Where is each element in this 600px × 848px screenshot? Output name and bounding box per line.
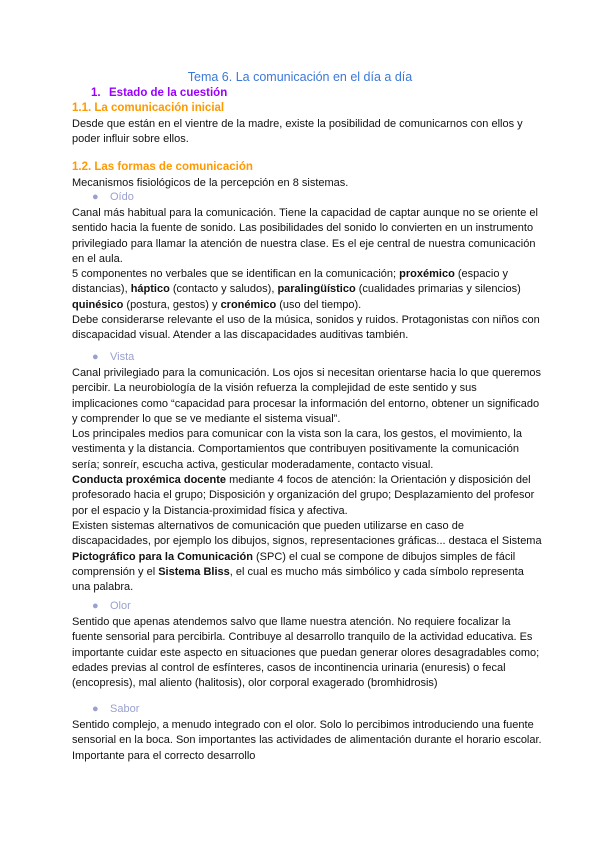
term-proxemico: proxémico xyxy=(399,268,455,281)
bullet-label: Olor xyxy=(110,600,131,612)
subsection-heading-1-1: 1.1. La comunicación inicial xyxy=(72,102,225,114)
vista-paragraph-1: Canal privilegiado para la comunicación. Los ojos si necesitan orientarse hacia lo que queremos percibir. La neurobiología de la visión refuerza la complejidad de este sentido y sus implicaciones como “capacidad para procesar la información del entorno, obtener un significado y comprender lo que se ve mediante el sistema visual”. xyxy=(72,367,541,425)
bullet-dot-icon: ● xyxy=(92,351,99,363)
bullet-dot-icon: ● xyxy=(92,191,99,203)
text-run: Existen sistemas alternativos de comunicación que pueden utilizarse en caso de discapacidades, por ejemplo los dibujos, signos, representaciones gráficas... destaca el Sistema xyxy=(72,519,542,548)
bullet-sabor xyxy=(92,703,139,715)
bullet-oido xyxy=(92,191,134,203)
bullet-olor xyxy=(92,600,131,612)
bullet-label: Sabor xyxy=(110,703,140,715)
text-run: (uso del tiempo). xyxy=(276,298,362,311)
text-run: (postura, gestos) y xyxy=(123,298,221,311)
term-sistema-bliss: Sistema Bliss xyxy=(158,565,230,578)
vista-content xyxy=(72,366,542,595)
term-spc: Pictográfico para la Comunicación xyxy=(72,550,253,563)
text-run: , el cual es mucho más simbólico y cada símbolo representa una palabra. xyxy=(72,565,524,594)
vista-paragraph-4 xyxy=(72,519,542,595)
oido-content xyxy=(72,206,542,344)
bullet-dot-icon: ● xyxy=(92,600,99,612)
text-run: (cualidades primarias y silencios) xyxy=(355,283,521,296)
term-conducta-proxemica: Conducta proxémica docente xyxy=(72,474,227,487)
term-cronemico: cronémico xyxy=(220,298,277,311)
section-label: Estado de la cuestión xyxy=(109,87,228,99)
text-run: (espacio y distancias), xyxy=(72,268,508,296)
paragraph-text: Desde que están en el vientre de la madre, existe la posibilidad de comunicarnos con ellos y poder influir sobre ellos. xyxy=(72,118,523,146)
bullet-label: Oído xyxy=(110,191,134,203)
bullet-label: Vista xyxy=(110,351,135,363)
oido-paragraph-2 xyxy=(72,267,542,313)
text-run: (SPC) el cual se compone de dibujos simples de fácil comprensión y el xyxy=(72,550,516,578)
paragraph-text: Mecanismos fisiológicos de la percepción en 8 sistemas. xyxy=(72,177,349,189)
oido-paragraph-1: Canal más habitual para la comunicación. Tiene la capacidad de captar aunque no se oriente el sentido hacia la fuente de sonido. Las posibilidades del sonido lo convierten en un instrumento privilegiado para llamar la atención de nuestra clase. Es el eje central de nuestra comunicación en el aula. xyxy=(72,207,538,265)
paragraph-formas-intro xyxy=(72,176,542,191)
text-run: (contacto y saludos), xyxy=(169,283,278,296)
term-haptico: háptico xyxy=(130,283,170,296)
olor-paragraph-1: Sentido que apenas atendemos salvo que llame nuestra atención. No requiere focalizar la fuente sensorial para percibirla. Contribuye al desarrollo tranquilo de la actividad educativa. Es importante cuidar este aspecto en situaciones que puedan generar olores desagradables como; edades previas al control de esfínteres, casos de incontinencia urinaria (enuresis) o fecal (encopresis), mal aliento (halitosis), olor corporal exagerado (bromhidrosis) xyxy=(72,616,540,690)
bullet-dot-icon: ● xyxy=(92,703,99,715)
subsection-heading-1-2: 1.2. Las formas de comunicación xyxy=(72,161,253,173)
paragraph-comunicacion-inicial xyxy=(72,117,542,148)
text-run: 5 componentes no verbales que se identifican en la comunicación; xyxy=(72,268,400,281)
oido-paragraph-3: Debe considerarse relevante el uso de la música, sonidos y ruidos. Protagonistas con niños con discapacidad visual. Atender a las discapacidades auditivas también. xyxy=(72,314,540,342)
vista-paragraph-3 xyxy=(72,473,542,519)
text-run: mediante 4 focos de atención: la Orientación y disposición del profesorado hacia el grupo; Disposición y organización del grupo; Desplazamiento del profesor por el espacio y la Distancia-proximidad física y afectiva. xyxy=(72,474,535,517)
term-paralinguistico: paralingüístico xyxy=(277,283,356,296)
page-title: Tema 6. La comunicación en el día a día xyxy=(187,70,413,84)
sabor-content xyxy=(72,718,542,764)
sabor-paragraph-1: Sentido complejo, a menudo integrado con el olor. Solo lo percibimos introduciendo una fuente sensorial en la boca. Son importantes las actividades de alimentación durante el horario escolar. Importante para el correcto desarrollo xyxy=(72,719,542,762)
olor-content xyxy=(72,615,542,691)
section-heading-1 xyxy=(91,87,227,99)
vista-paragraph-2: Los principales medios para comunicar con la vista son la cara, los gestos, el movimiento, la vestimenta y la distancia. Comportamientos que contribuyen positivamente la comunicación sería; sonreír, escucha activa, gesticular moderadamente, contacto visual. xyxy=(72,428,522,471)
bullet-vista xyxy=(92,351,134,363)
section-number: 1. xyxy=(91,87,101,99)
term-quinesico: quinésico xyxy=(72,298,124,311)
